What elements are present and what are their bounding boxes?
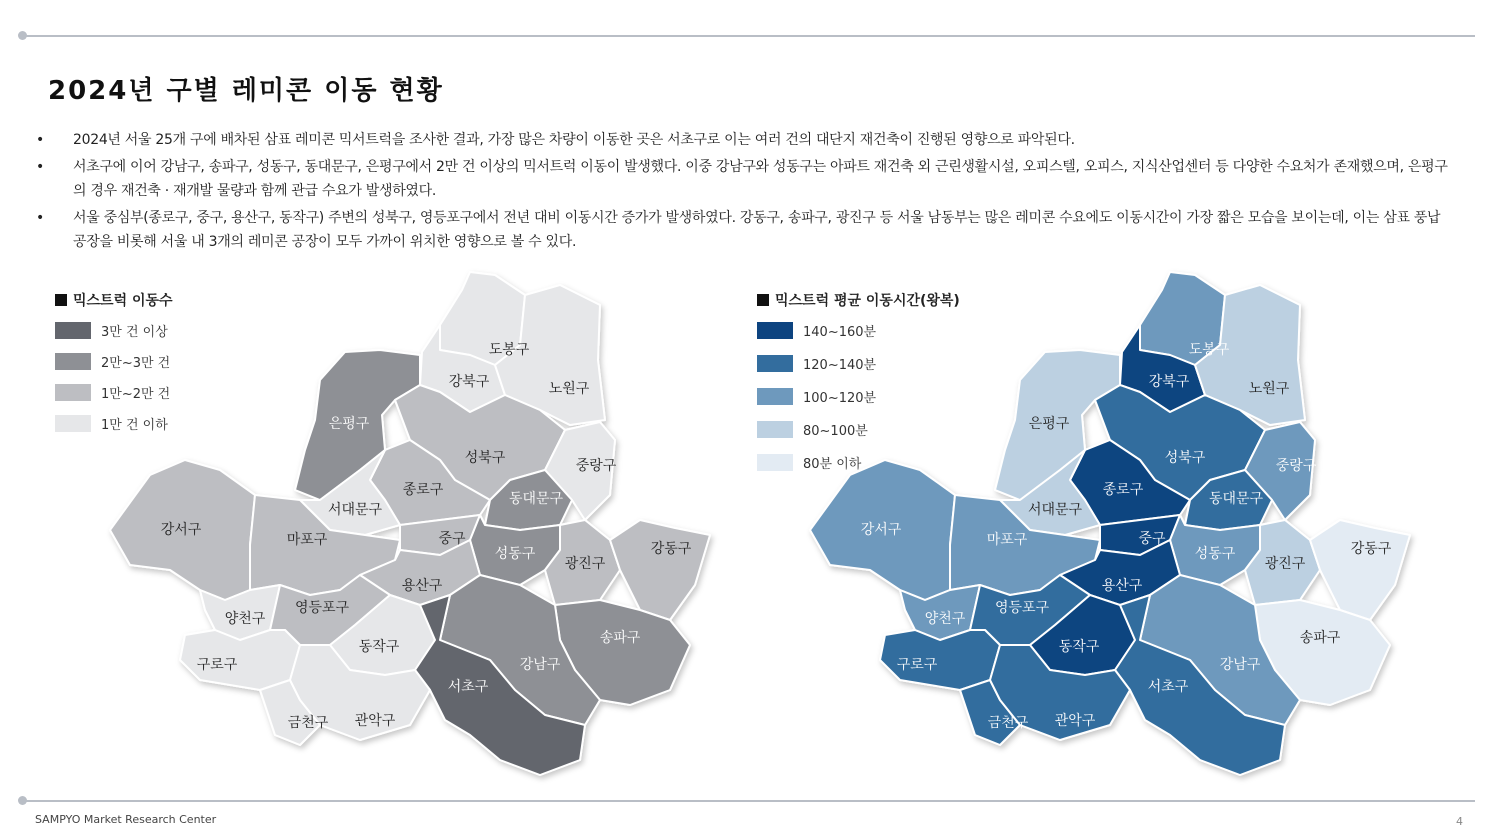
district-label: 강동구 [650, 541, 692, 557]
legend-item [757, 320, 960, 340]
district-label: 성북구 [464, 450, 506, 466]
district-label: 동대문구 [1208, 491, 1264, 507]
district-label: 은평구 [1028, 416, 1070, 432]
district-label: 광진구 [1264, 556, 1306, 572]
district-label: 송파구 [599, 630, 641, 646]
district-label: 용산구 [401, 578, 443, 594]
district-label: 강서구 [860, 522, 902, 538]
legend-time-title-text: 믹스트럭 평균 이동시간(왕복) [775, 293, 960, 309]
district-label: 강동구 [1350, 541, 1392, 557]
legend-time [757, 290, 960, 485]
legend-label: 2만~3만 건 [101, 355, 171, 371]
district-label: 종로구 [1102, 482, 1144, 498]
legend-item [55, 320, 173, 340]
district-label: 성동구 [494, 546, 536, 562]
bullet-text: 서울 중심부(종로구, 중구, 용산구, 동작구) 주변의 성북구, 영등포구에서 전년 대비 이동시간 증가가 발생하였다. 강동구, 송파구, 광진구 등 서울 남동부는 많은 레미콘 수요에도 이동시간이 가장 짧은 모습을 보이는데, 이는 삼표 풍납 공장을 비롯해 서울 내 3개의 레미콘 공장이 모두 가까이 위치한 영향으로 볼 수 있다. [73, 209, 1441, 250]
district-label: 영등포구 [994, 600, 1050, 616]
legend-item [757, 452, 960, 472]
district-label: 용산구 [1101, 578, 1143, 594]
bullet-text: 2024년 서울 25개 구에 배차된 삼표 레미콘 믹서트럭을 조사한 결과, 가장 많은 차량이 이동한 곳은 서초구로 이는 여러 건의 대단지 재건축이 진행된 영향으로 파악된다. [73, 132, 1075, 148]
legend-item [757, 419, 960, 439]
page-number: 4 [1456, 815, 1463, 828]
district-label: 은평구 [328, 416, 370, 432]
district-label: 서대문구 [327, 502, 383, 518]
legend-label: 1만~2만 건 [101, 386, 171, 402]
legend-label: 80~100분 [803, 423, 868, 439]
district-label: 송파구 [1299, 630, 1341, 646]
district-label: 도봉구 [1188, 342, 1230, 358]
district-label: 광진구 [564, 556, 606, 572]
legend-count-title-text: 믹스트럭 이동수 [73, 293, 173, 309]
district-label: 중구 [438, 531, 466, 547]
legend-time-title [757, 290, 960, 310]
bullet-text: 서초구에 이어 강남구, 송파구, 성동구, 동대문구, 은평구에서 2만 건 이상의 믹서트럭 이동이 발생했다. 이중 강남구와 성동구는 아파트 재건축 외 근린생활시설, 오피스텔, 오피스, 지식산업센터 등 다양한 수요처가 존재했으며, 은평구의 경우 재건축 · 재개발 물량과 함께 관급 수요가 발생하였다. [73, 158, 1448, 199]
district-label: 강남구 [519, 657, 561, 673]
bullet-symbol: • [36, 158, 44, 175]
district-label: 구로구 [196, 657, 238, 673]
legend-item [55, 351, 173, 371]
district-label: 마포구 [986, 532, 1028, 548]
legend-label: 80분 이하 [803, 456, 862, 472]
district-label: 마포구 [286, 532, 328, 548]
bullet-symbol: • [36, 132, 44, 148]
district-label: 영등포구 [294, 600, 350, 616]
legend-item [55, 382, 173, 402]
bullet-symbol: • [36, 209, 44, 226]
legend-swatch [757, 322, 793, 339]
legend-item [757, 353, 960, 373]
district-label: 관악구 [1054, 713, 1096, 729]
legend-swatch [757, 454, 793, 471]
district-label: 강남구 [1219, 657, 1261, 673]
district-label: 서대문구 [1027, 502, 1083, 518]
district-label: 서초구 [447, 679, 489, 695]
district-label: 도봉구 [488, 342, 530, 358]
legend-swatch [55, 384, 91, 401]
legend-item [55, 413, 173, 433]
district-강동구 [1310, 520, 1410, 620]
legend-label: 3만 건 이상 [101, 324, 168, 340]
legend-label: 100~120분 [803, 390, 877, 406]
district-label: 중구 [1138, 531, 1166, 547]
district-label: 성북구 [1164, 450, 1206, 466]
district-label: 노원구 [1248, 381, 1290, 397]
footer-text: SAMPYO Market Research Center [35, 813, 217, 826]
district-강동구 [610, 520, 710, 620]
legend-marker [55, 294, 67, 306]
legend-count-title [55, 290, 173, 310]
district-label: 관악구 [354, 713, 396, 729]
legend-swatch [55, 322, 91, 339]
district-label: 양천구 [924, 611, 966, 627]
legend-item [757, 386, 960, 406]
legend-swatch [55, 415, 91, 432]
district-label: 강북구 [1148, 374, 1190, 390]
legend-count [55, 290, 173, 444]
movement-count-map [110, 272, 710, 775]
district-label: 동대문구 [508, 491, 564, 507]
legend-swatch [55, 353, 91, 370]
legend-label: 140~160분 [803, 324, 877, 340]
district-label: 중랑구 [575, 458, 617, 474]
district-label: 종로구 [402, 482, 444, 498]
district-label: 노원구 [548, 381, 590, 397]
district-label: 성동구 [1194, 546, 1236, 562]
district-label: 서초구 [1147, 679, 1189, 695]
legend-swatch [757, 355, 793, 372]
district-label: 중랑구 [1275, 458, 1317, 474]
district-label: 금천구 [287, 715, 329, 731]
district-label: 동작구 [1058, 639, 1100, 655]
district-label: 금천구 [987, 715, 1029, 731]
district-label: 구로구 [896, 657, 938, 673]
legend-swatch [757, 421, 793, 438]
legend-marker [757, 294, 769, 306]
page-title: 2024년 구별 레미콘 이동 현황 [48, 76, 444, 106]
district-label: 강서구 [160, 522, 202, 538]
legend-label: 1만 건 이하 [101, 417, 168, 433]
district-label: 양천구 [224, 611, 266, 627]
district-label: 동작구 [358, 639, 400, 655]
legend-label: 120~140분 [803, 357, 877, 373]
legend-swatch [757, 388, 793, 405]
district-label: 강북구 [448, 374, 490, 390]
